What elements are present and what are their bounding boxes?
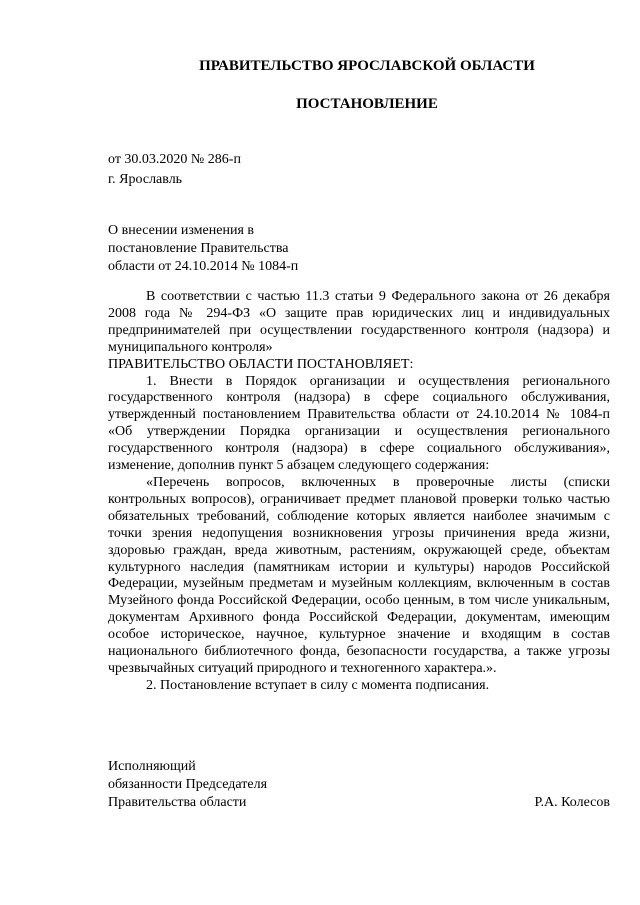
subject-line: О внесении изменения в	[108, 223, 254, 238]
item-2-paragraph: 2. Постановление вступает в силу с момента подписания.	[146, 677, 490, 693]
signer-title-line: обязанности Председателя	[108, 777, 268, 792]
signer-name: Р.А. Колесов	[534, 795, 610, 810]
subject-line: области от 24.10.2014 № 1084-п	[108, 259, 299, 274]
quote-paragraph: «Перечень вопросов, включенных в проверочные листы (списки контрольных вопросов), ограничивает предмет плановой проверки только частью обязательных требований, соблюдение которых является наиболее значимым с точки зрения недопущения возникновения угрозы причинения вреда жизни, здоровью граждан, вреда животным, растениям, окружающей среде, объектам культурного наследия (памятникам истории и культуры) народов Российской Федерации, музейным предметам и музейным коллекциям, включенным в состав Музейного фонда Российской Федерации, особо ценным, в том числе уникальным, документам Архивного фонда Российской Федерации, документам, имеющим особое историческое, научное, культурное значение и входящим в состав национального библиотечного фонда, безопасности государства, а также угрозы чрезвычайных ситуаций природного и техногенного характера.».	[108, 474, 610, 676]
resolves-line: ПРАВИТЕЛЬСТВО ОБЛАСТИ ПОСТАНОВЛЯЕТ:	[108, 356, 414, 372]
subject-line: постановление Правительства	[108, 241, 289, 256]
signature-block	[108, 758, 610, 812]
signer-title-line: Исполняющий	[108, 759, 196, 774]
organization-title: ПРАВИТЕЛЬСТВО ЯРОСЛАВСКОЙ ОБЛАСТИ	[199, 58, 535, 74]
city: г. Ярославль	[108, 172, 183, 187]
preamble-paragraph: В соответствии с частью 11.3 статьи 9 Федерального закона от 26 декабря 2008 года № 294-ФЗ «О защите прав юридических лиц и индивидуальных предпринимателей при осуществлении государственного контроля (надзора) и муниципального контроля»	[108, 289, 610, 355]
item-1-paragraph: 1. Внести в Порядок организации и осуществления регионального государственного контроля (надзора) в сфере социального обслуживания, утвержденный постановлением Правительства области от 24.10.2014 № 1084-п «Об утверждении Порядка организации и осуществления регионального государственного контроля (надзора) в сфере социального обслуживания», изменение, дополнив пункт 5 абзацем следующего содержания:	[108, 373, 610, 474]
document-body	[108, 289, 610, 695]
document-type-title: ПОСТАНОВЛЕНИЕ	[296, 96, 438, 112]
document-subject	[108, 222, 298, 276]
signer-title-line: Правительства области	[108, 795, 247, 810]
document-meta	[108, 150, 241, 190]
date-number: от 30.03.2020 № 286-п	[108, 152, 241, 167]
